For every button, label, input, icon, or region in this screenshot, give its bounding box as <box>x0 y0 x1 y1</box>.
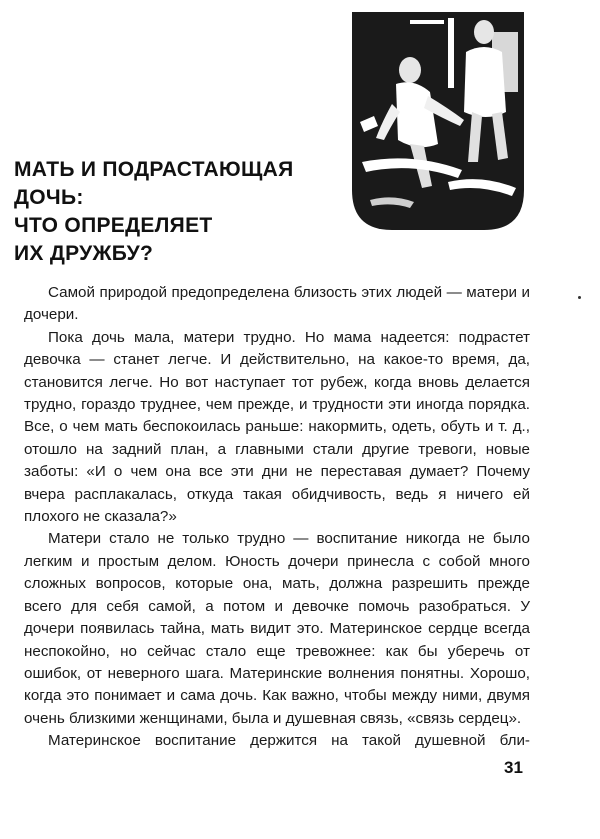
article-title <box>14 156 334 268</box>
paragraph: Материнское воспитание держится на такой душевной бли- <box>48 732 530 750</box>
print-speck <box>578 296 581 299</box>
article-title-line: ИХ ДРУЖБУ? <box>14 242 154 265</box>
paragraph: Матери стало не только трудно — воспитание никогда не было легким и простым делом. Юность дочери принесла с собой много сложных вопросов, которые она, мать, должна разрешить прежде всего для себя самой, а потом и девочке помочь разобраться. У дочери появилась тайна, мать видит это. Материнское сердце всегда неспокойно, но сейчас стало еще тревожнее: как бы уберечь от ошибок, от неверного шага. Материнские волнения понятны. Хорошо, когда это понимает и сама дочь. Как важно, чтобы между ними, двумя очень близкими женщинами, была и душевная связь, «связь сердец». <box>24 530 530 727</box>
article-title-line: ДОЧЬ: <box>14 186 84 209</box>
article-body <box>24 282 530 753</box>
paragraph: Пока дочь мала, матери трудно. Но мама надеется: подрастет девочка — станет легче. И действительно, на какое-то время, да, становится легче. Но вот наступает тот рубеж, когда вновь делается трудно, гораздо труднее, чем прежде, и трудности эти иногда порядка. Все, о чем мать беспокоилась раньше: накормить, одеть, обуть и т. д., отошло на задний план, а главными стали другие тревоги, новые заботы: «И о чем она все эти дни не переставая думает? Почему вчера расплакалась, откуда такая обидчивость, ведь я ничего ей плохого не сказала?» <box>24 328 530 526</box>
paragraph: Самой природой предопределена близость этих людей — матери и дочери. <box>24 284 530 324</box>
article-title-line: МАТЬ И ПОДРАСТАЮЩАЯ <box>14 158 294 181</box>
mother-daughter-illustration <box>352 12 524 230</box>
page-number: 31 <box>504 758 523 777</box>
article-title-line: ЧТО ОПРЕДЕЛЯЕТ <box>14 214 213 237</box>
